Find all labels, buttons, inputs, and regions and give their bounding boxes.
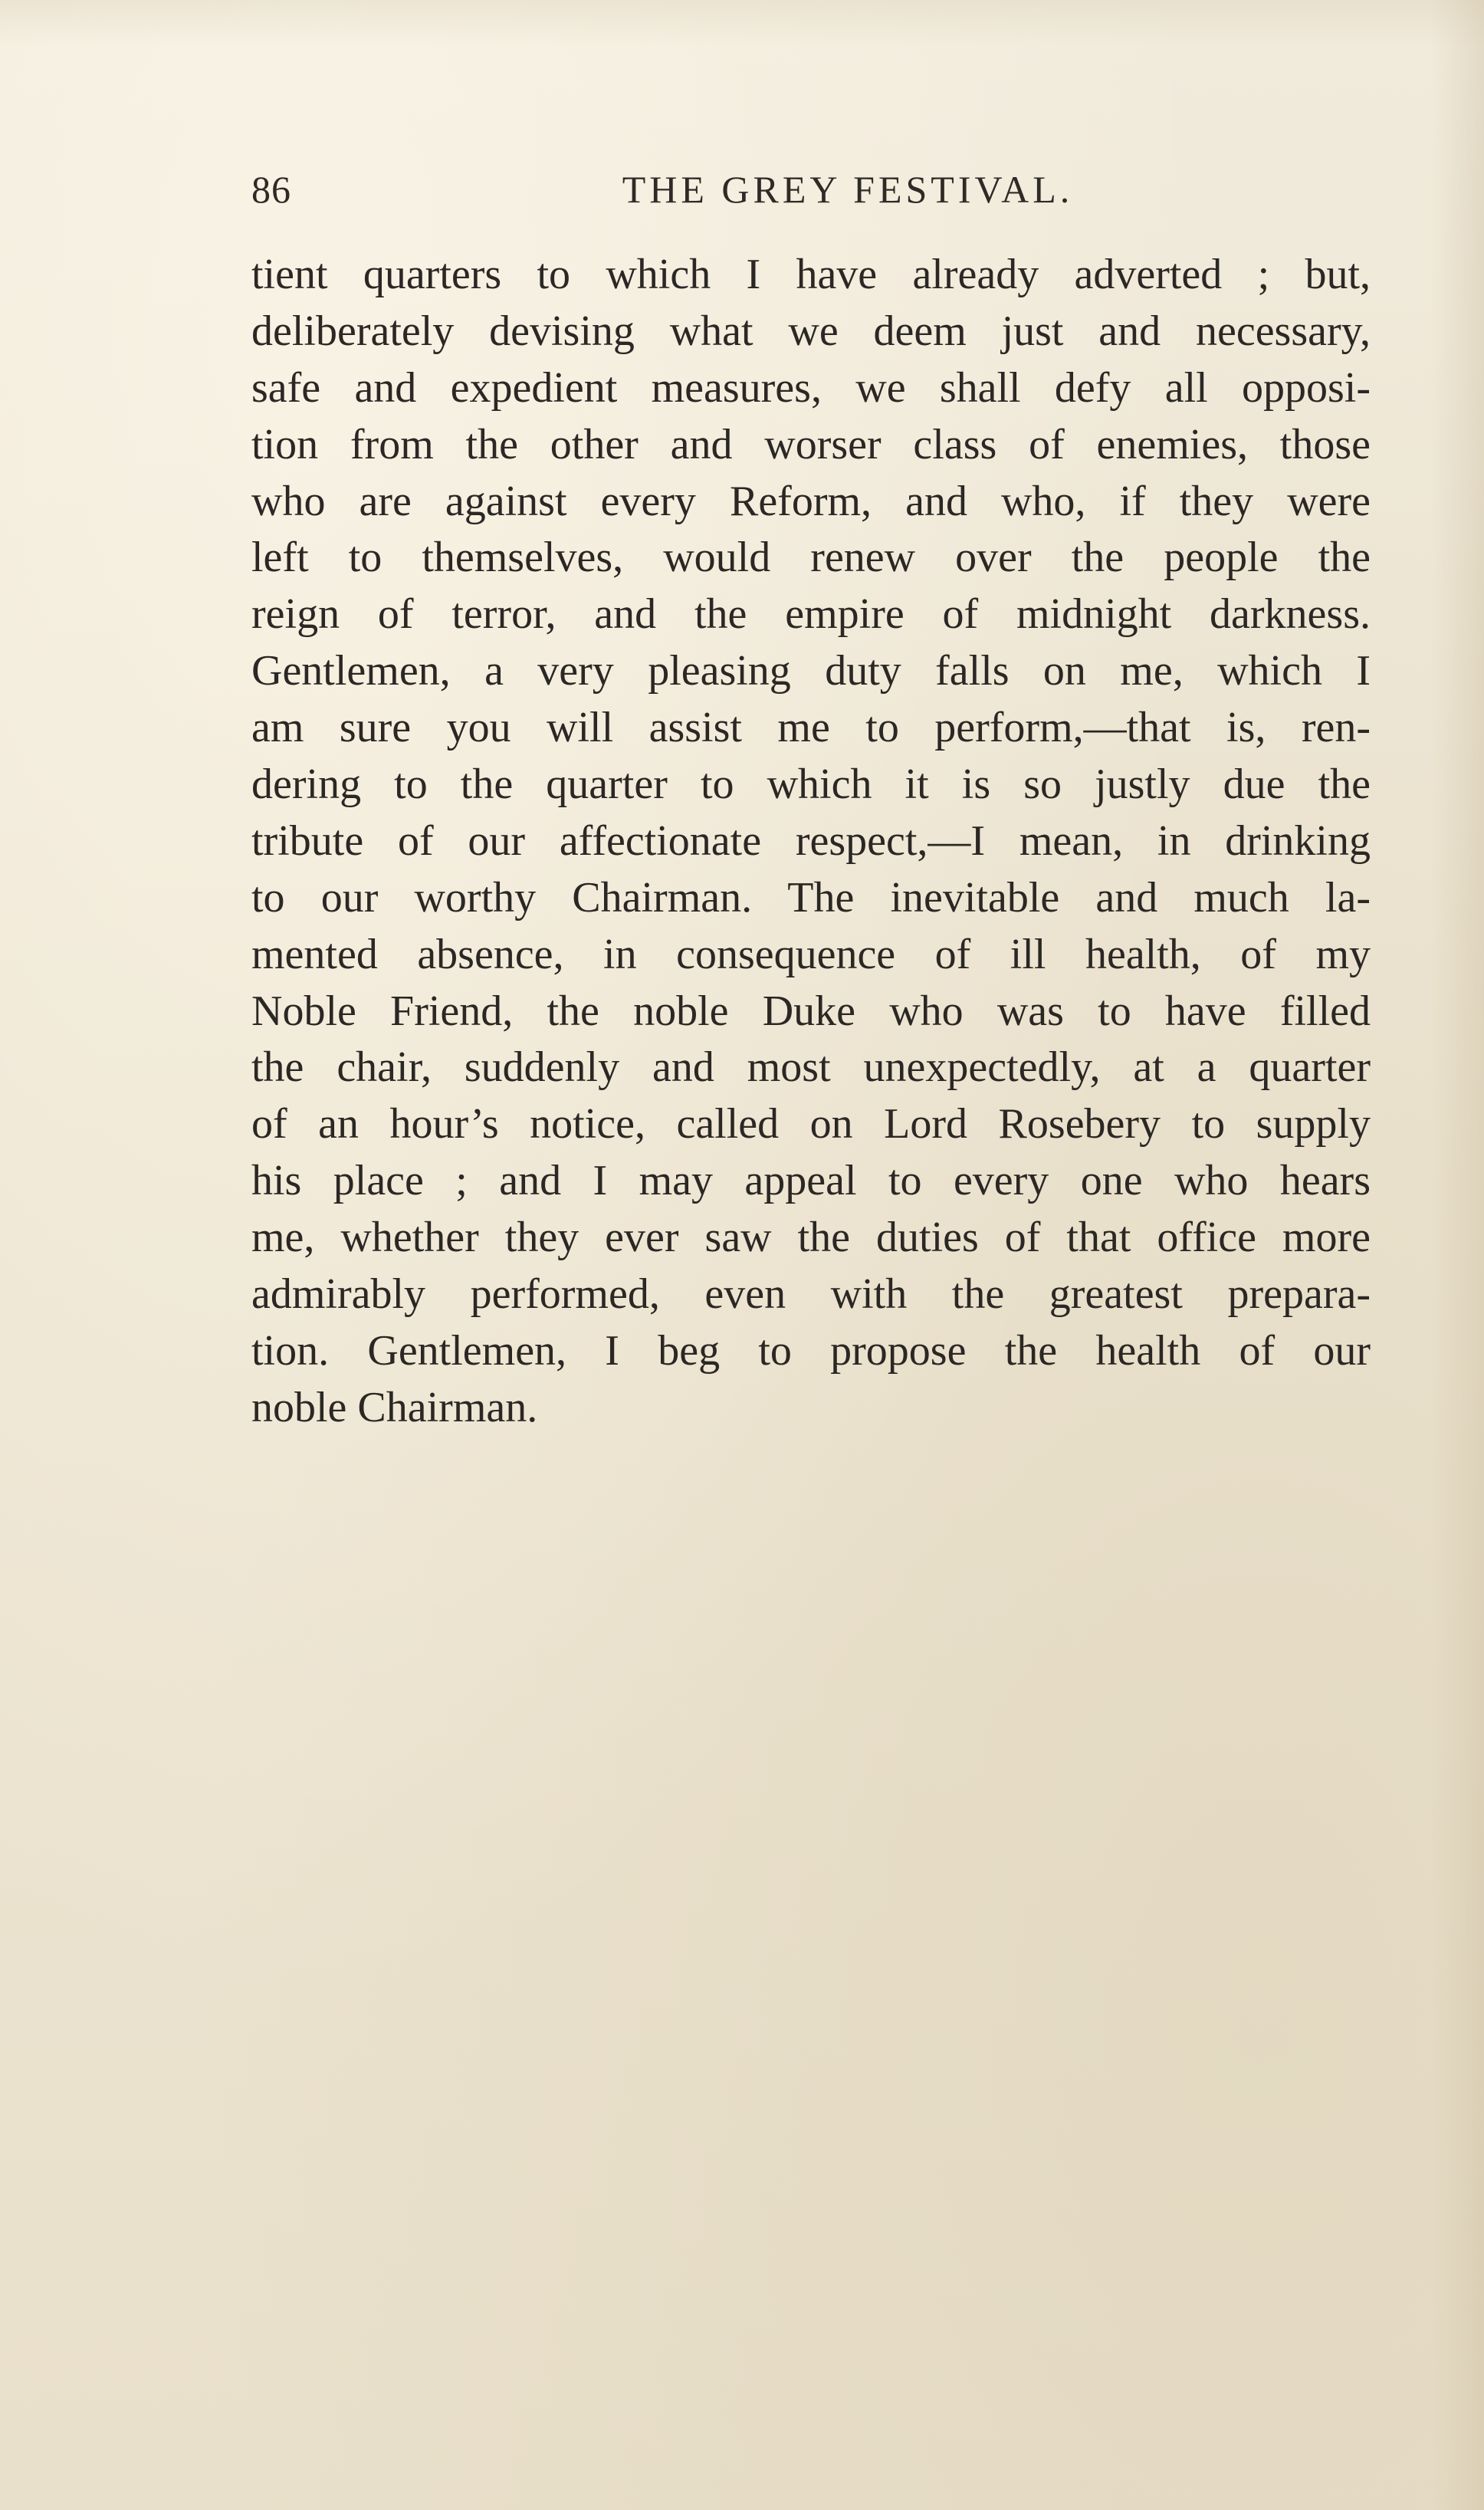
text-line: his place ; and I may appeal to every one who hears [251,1157,1371,1205]
text-line: tribute of our affectionate respect,—I mean, in drinking [251,816,1371,865]
running-head [251,167,1360,221]
text-line: am sure you will assist me to perform,—that is, ren- [251,704,1371,752]
text-line: who are against every Reform, and who, if they were [251,477,1371,525]
text-line: reign of terror, and the empire of midnight darkness. [251,590,1371,639]
text-line: noble Chairman. [251,1383,538,1431]
text-line: Gentlemen, a very pleasing duty falls on me, which I [251,647,1371,695]
text-line: left to themselves, would renew over the people the [251,534,1371,582]
text-line: admirably performed, even with the greatest prepara- [251,1270,1371,1319]
text-line: tion from the other and worser class of enemies, those [251,420,1371,468]
text-line: tion. Gentlemen, I beg to propose the health of our [251,1326,1371,1375]
running-title: THE GREY FESTIVAL. [622,168,1074,211]
text-line: the chair, suddenly and most unexpectedly, at a quarter [251,1043,1371,1092]
text-line: dering to the quarter to which it is so justly due the [251,761,1371,809]
body-text [251,247,1371,1437]
page-number: 86 [251,168,291,211]
text-line: tient quarters to which I have already adverted ; but, [251,251,1371,298]
text-line: Noble Friend, the noble Duke who was to have filled [251,987,1371,1035]
text-line: of an hour’s notice, called on Lord Rosebery to supply [251,1100,1371,1148]
text-line: mented absence, in consequence of ill health, of my [251,930,1371,978]
text-line: to our worthy Chairman. The inevitable and much la- [251,873,1371,922]
text-line: deliberately devising what we deem just and necessary, [251,307,1371,355]
text-line: safe and expedient measures, we shall defy all opposi- [251,363,1371,412]
text-line: me, whether they ever saw the duties of that office more [251,1214,1371,1262]
